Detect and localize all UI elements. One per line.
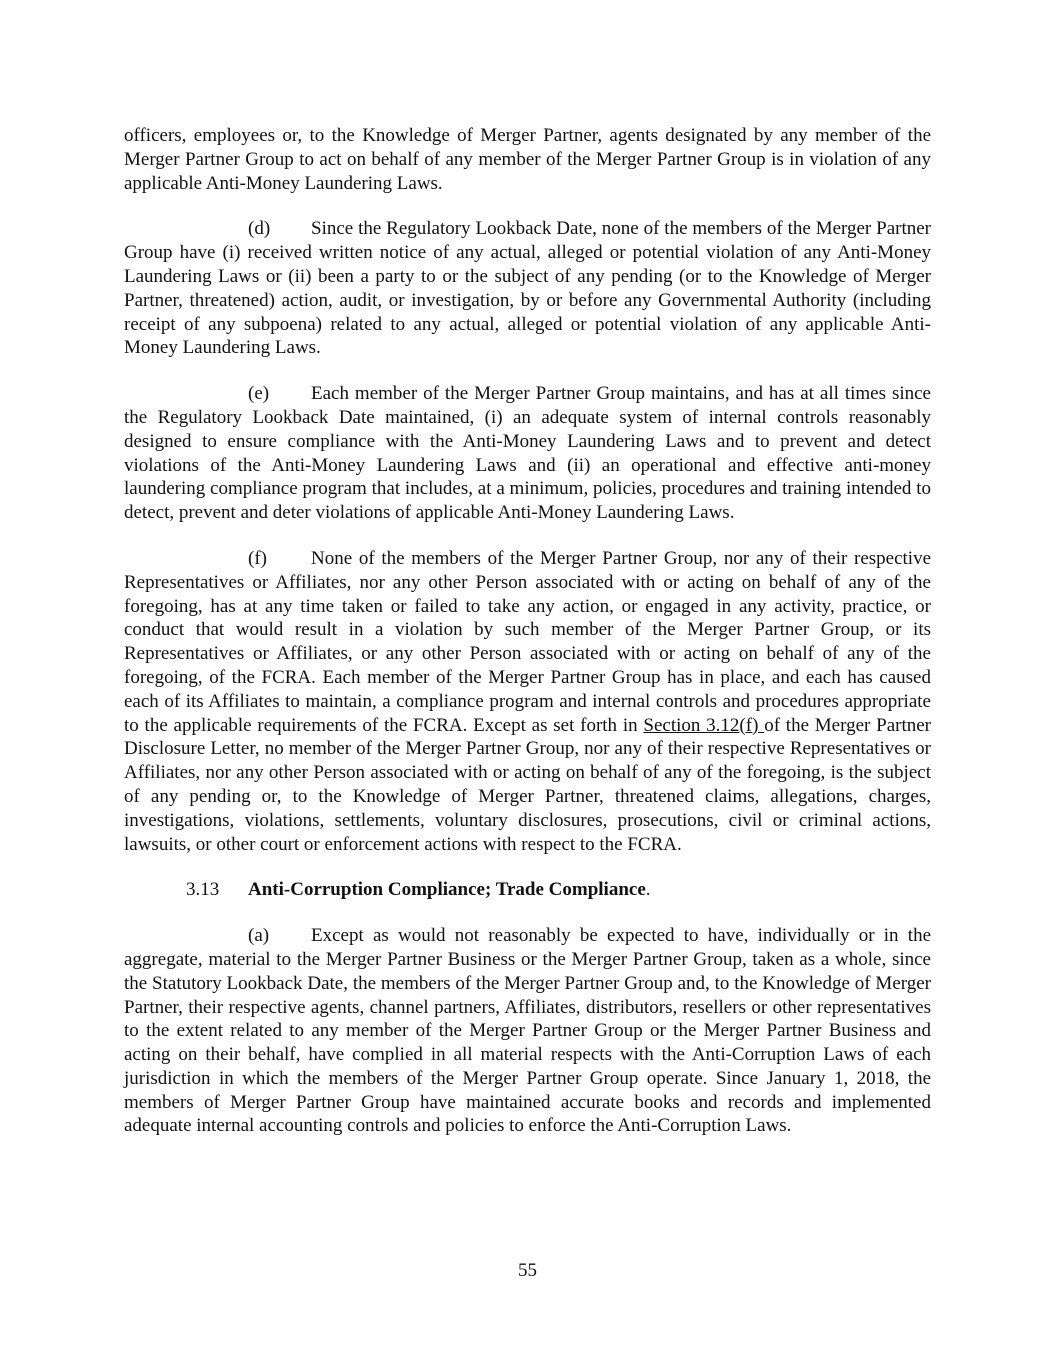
clause-e-label: (e) [248,383,270,405]
page-number: 55 [518,1260,537,1281]
section-3-13-title: Anti-Corruption Compliance; Trade Compliance [248,879,646,901]
clause-a [124,924,931,1138]
document-page [124,124,931,1138]
clause-f [124,547,931,856]
section-3-12f-reference: Section 3.12(f) [643,714,765,736]
clause-d-text: Since the Regulatory Lookback Date, none of the members of the Merger Partner Group have (i) received written notice of any actual, alleged or potential violation of any Anti-Money Laundering Laws or (ii) been a party to or the subject of any pending (or to the Knowledge of Merger Partner, threatened) action, audit, or investigation, by or before any Governmental Authority (including receipt of any subpoena) related to any actual, alleged or potential violation of any applicable Anti-Money Laundering Laws. [124,218,931,359]
clause-e [124,382,931,525]
continuation-paragraph: officers, employees or, to the Knowledge of Merger Partner, agents designated by any member of the Merger Partner Group to act on behalf of any member of the Merger Partner Group is in violation of any applicable Anti-Money Laundering Laws. [124,125,931,194]
section-3-13-number: 3.13 [186,879,220,901]
clause-a-text: Except as would not reasonably be expected to have, individually or in the aggregate, material to the Merger Partner Business or the Merger Partner Group, taken as a whole, since the Statutory Lookback Date, the members of the Merger Partner Group and, to the Knowledge of Merger Partner, their respective agents, channel partners, Affiliates, distributors, resellers or other representatives to the extent related to any member of the Merger Partner Group or the Merger Partner Business and acting on their behalf, have complied in all material respects with the Anti-Corruption Laws of each jurisdiction in which the members of the Merger Partner Group operate. Since January 1, 2018, the members of Merger Partner Group have maintained accurate books and records and implemented adequate internal accounting controls and policies to enforce the Anti-Corruption Laws. [124,925,931,1137]
clause-f-text-before: None of the members of the Merger Partner Group, nor any of their respective Representatives or Affiliates, nor any other Person associated with or acting on behalf of any of the foregoing, has at any time taken or failed to take any action, or engaged in any activity, practice, or conduct that would result in a violation by such member of the Merger Partner Group, or its Representatives or Affiliates, or any other Person associated with or acting on behalf of any of the foregoing, of the FCRA. Each member of the Merger Partner Group has in place, and each has caused each of its Affiliates to maintain, a compliance program and internal controls and procedures appropriate to the applicable requirements of the FCRA. Except as set forth in [124,547,931,736]
clause-d [124,217,931,360]
clause-e-text: Each member of the Merger Partner Group maintains, and has at all times since the Regulatory Lookback Date maintained, (i) an adequate system of internal controls reasonably designed to ensure compliance with the Anti-Money Laundering Laws and to prevent and detect violations of the Anti-Money Laundering Laws and (ii) an operational and effective anti-money laundering compliance program that includes, at a minimum, policies, procedures and training intended to detect, prevent and deter violations of applicable Anti-Money Laundering Laws. [124,383,931,524]
section-3-13-title-suffix: . [645,879,651,901]
section-3-13-heading [124,878,931,902]
clause-f-text-after: of the Merger Partner Disclosure Letter, no member of the Merger Partner Group, nor any of their respective Representatives or Affiliates, nor any other Person associated with or acting on behalf of any of the foregoing, is the subject of any pending or, to the Knowledge of Merger Partner, threatened claims, allegations, charges, investigations, violations, settlements, voluntary disclosures, prosecutions, civil or criminal actions, lawsuits, or other court or enforcement actions with respect to the FCRA. [124,714,931,855]
clause-d-label: (d) [248,218,271,240]
clause-f-label: (f) [248,547,267,569]
clause-a-label: (a) [248,925,270,947]
